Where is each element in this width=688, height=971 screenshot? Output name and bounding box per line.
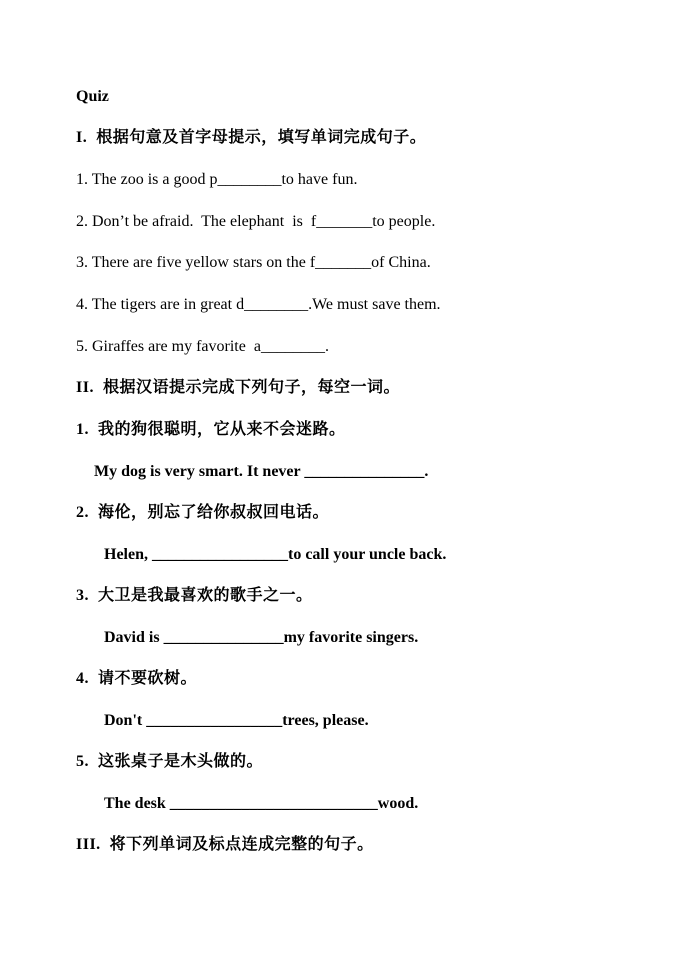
section1-item-2: 2. Don’t be afraid. The elephant is f_______to people.	[76, 213, 436, 230]
section3-heading: III. 将下列单词及标点连成完整的句子。	[76, 836, 374, 853]
section1-item-4: 4. The tigers are in great d________.We must save them.	[76, 296, 441, 313]
section2-item-1-english: My dog is very smart. It never _______________.	[94, 463, 429, 480]
section2-item-5-chinese: 5. 这张桌子是木头做的。	[76, 753, 264, 770]
section1-item-5: 5. Giraffes are my favorite a________.	[76, 338, 329, 355]
section1-item-3: 3. There are five yellow stars on the f_______of China.	[76, 254, 431, 271]
section2-item-3-english: David is _______________my favorite singers.	[104, 629, 419, 646]
section2-heading: II. 根据汉语提示完成下列句子，每空一词。	[76, 379, 400, 396]
section1-item-1: 1. The zoo is a good p________to have fun.	[76, 171, 358, 188]
quiz-title: Quiz	[76, 88, 109, 105]
section2-item-4-english: Don't _________________trees, please.	[104, 712, 369, 729]
section2-item-5-english: The desk __________________________wood.	[104, 795, 419, 812]
section2-item-2-chinese: 2. 海伦，别忘了给你叔叔回电话。	[76, 504, 330, 521]
section2-item-4-chinese: 4. 请不要砍树。	[76, 670, 198, 687]
section1-heading: I. 根据句意及首字母提示，填写单词完成句子。	[76, 129, 427, 146]
section2-item-3-chinese: 3. 大卫是我最喜欢的歌手之一。	[76, 587, 313, 604]
section2-item-2-english: Helen, _________________to call your uncle back.	[104, 546, 447, 563]
section2-item-1-chinese: 1. 我的狗很聪明，它从来不会迷路。	[76, 421, 346, 438]
